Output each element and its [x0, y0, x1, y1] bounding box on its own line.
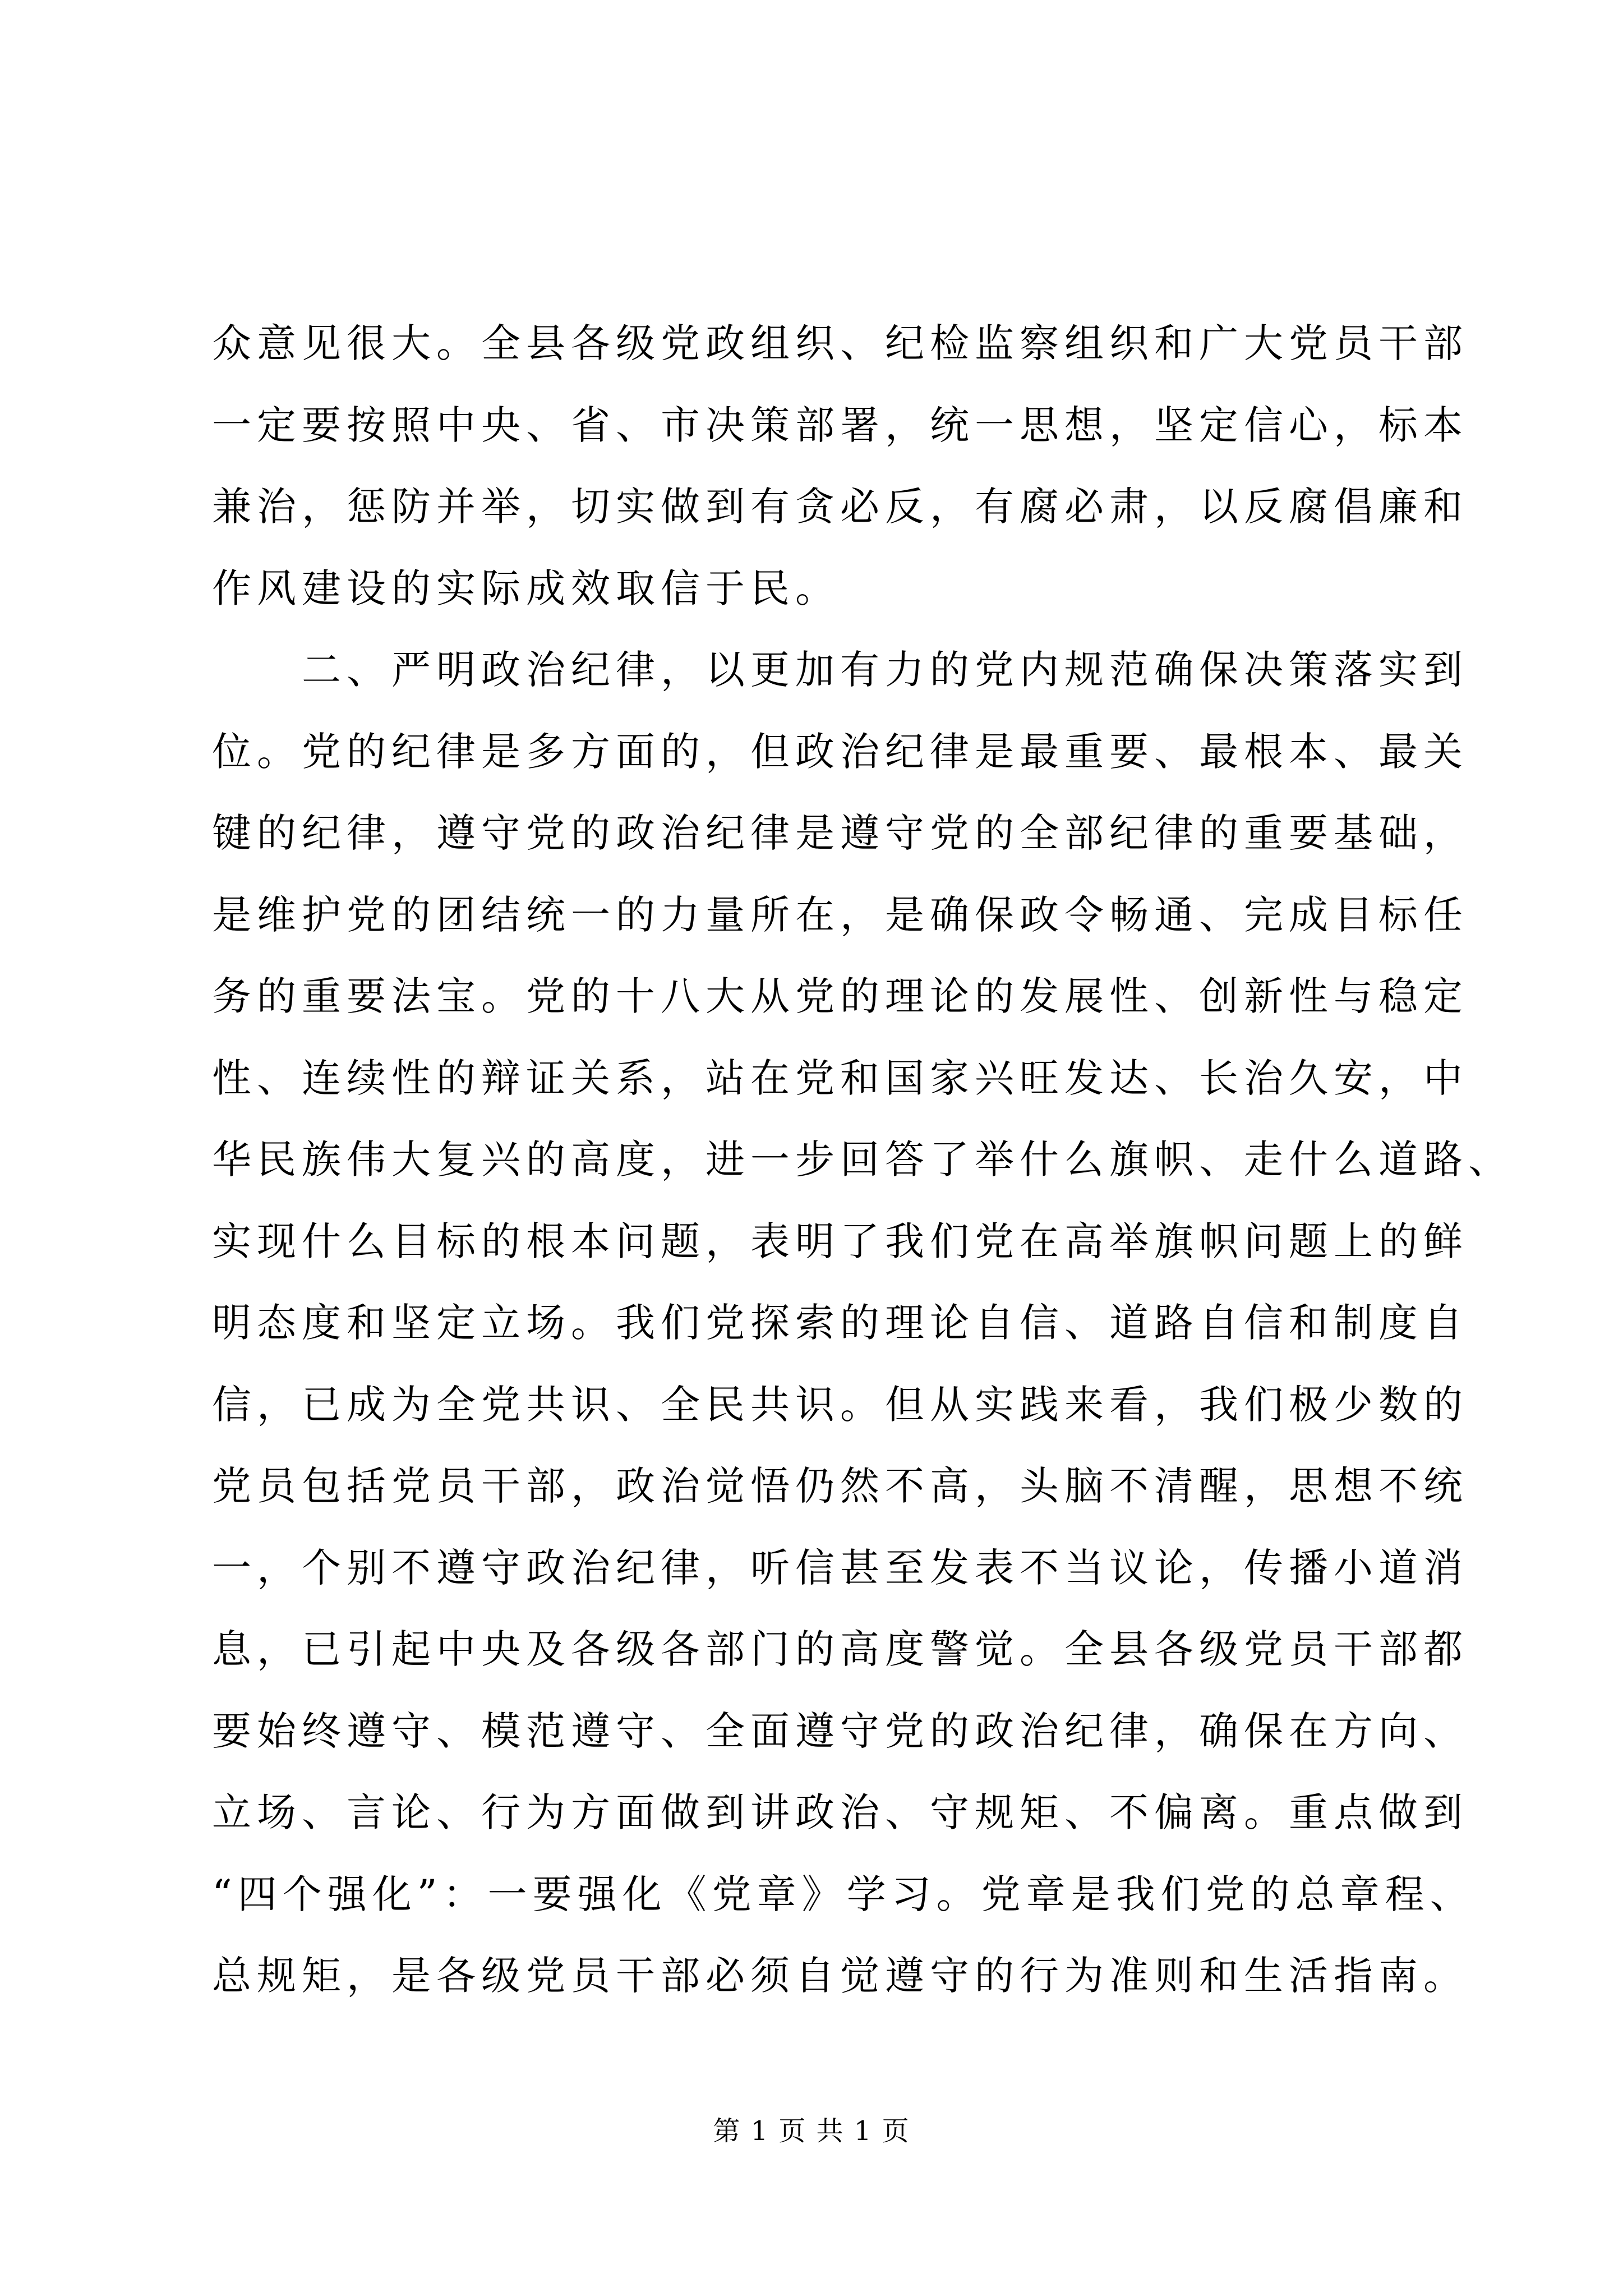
- paragraph-line: “四个强化”：一要强化《党章》学习。党章是我们党的总章程、: [212, 1871, 1475, 1917]
- paragraph-line: 兼治，惩防并举，切实做到有贪必反，有腐必肃，以反腐倡廉和: [212, 484, 1468, 530]
- paragraph-line: 键的纪律，遵守党的政治纪律是遵守党的全部纪律的重要基础，: [212, 810, 1468, 856]
- paragraph-line: 性、连续性的辩证关系，站在党和国家兴旺发达、长治久安，中: [212, 1055, 1468, 1101]
- paragraph-line: 位。党的纪律是多方面的，但政治纪律是最重要、最根本、最关: [212, 728, 1468, 775]
- paragraph-line: 华民族伟大复兴的高度，进一步回答了举什么旗帜、走什么道路、: [212, 1137, 1513, 1182]
- paragraph-line: 明态度和坚定立场。我们党探索的理论自信、道路自信和制度自: [212, 1300, 1468, 1346]
- paragraph-2: [212, 629, 1513, 2017]
- paragraph-line: 信，已成为全党共识、全民共识。但从实践来看，我们极少数的: [212, 1381, 1468, 1428]
- paragraph-line: 党员包括党员干部，政治觉悟仍然不高，头脑不清醒，思想不统: [212, 1463, 1468, 1509]
- paragraph-1: [212, 303, 1468, 629]
- paragraph-line: 总规矩，是各级党员干部必须自觉遵守的行为准则和生活指南。: [212, 1953, 1468, 1999]
- paragraph-line: 立场、言论、行为方面做到讲政治、守规矩、不偏离。重点做到: [212, 1789, 1468, 1835]
- paragraph-line: 要始终遵守、模范遵守、全面遵守党的政治纪律，确保在方向、: [212, 1708, 1468, 1754]
- page-footer: 第 1 页 共 1 页: [713, 2115, 910, 2147]
- paragraph-line: 众意见很大。全县各级党政组织、纪检监察组织和广大党员干部: [212, 320, 1468, 366]
- paragraph-line: 二、严明政治纪律，以更加有力的党内规范确保决策落实到: [302, 647, 1468, 693]
- paragraph-line: 实现什么目标的根本问题，表明了我们党在高举旗帜问题上的鲜: [212, 1218, 1468, 1264]
- paragraph-line: 一定要按照中央、省、市决策部署，统一思想，坚定信心，标本: [212, 402, 1468, 448]
- paragraph-line: 作风建设的实际成效取信于民。: [212, 565, 840, 611]
- paragraph-line: 务的重要法宝。党的十八大从党的理论的发展性、创新性与稳定: [212, 973, 1468, 1019]
- paragraph-line: 是维护党的团结统一的力量所在，是确保政令畅通、完成目标任: [212, 891, 1468, 938]
- paragraph-line: 息，已引起中央及各级各部门的高度警觉。全县各级党员干部都: [212, 1626, 1468, 1672]
- paragraph-line: 一，个别不遵守政治纪律，听信甚至发表不当议论，传播小道消: [212, 1544, 1468, 1591]
- document-body: [212, 303, 1513, 2017]
